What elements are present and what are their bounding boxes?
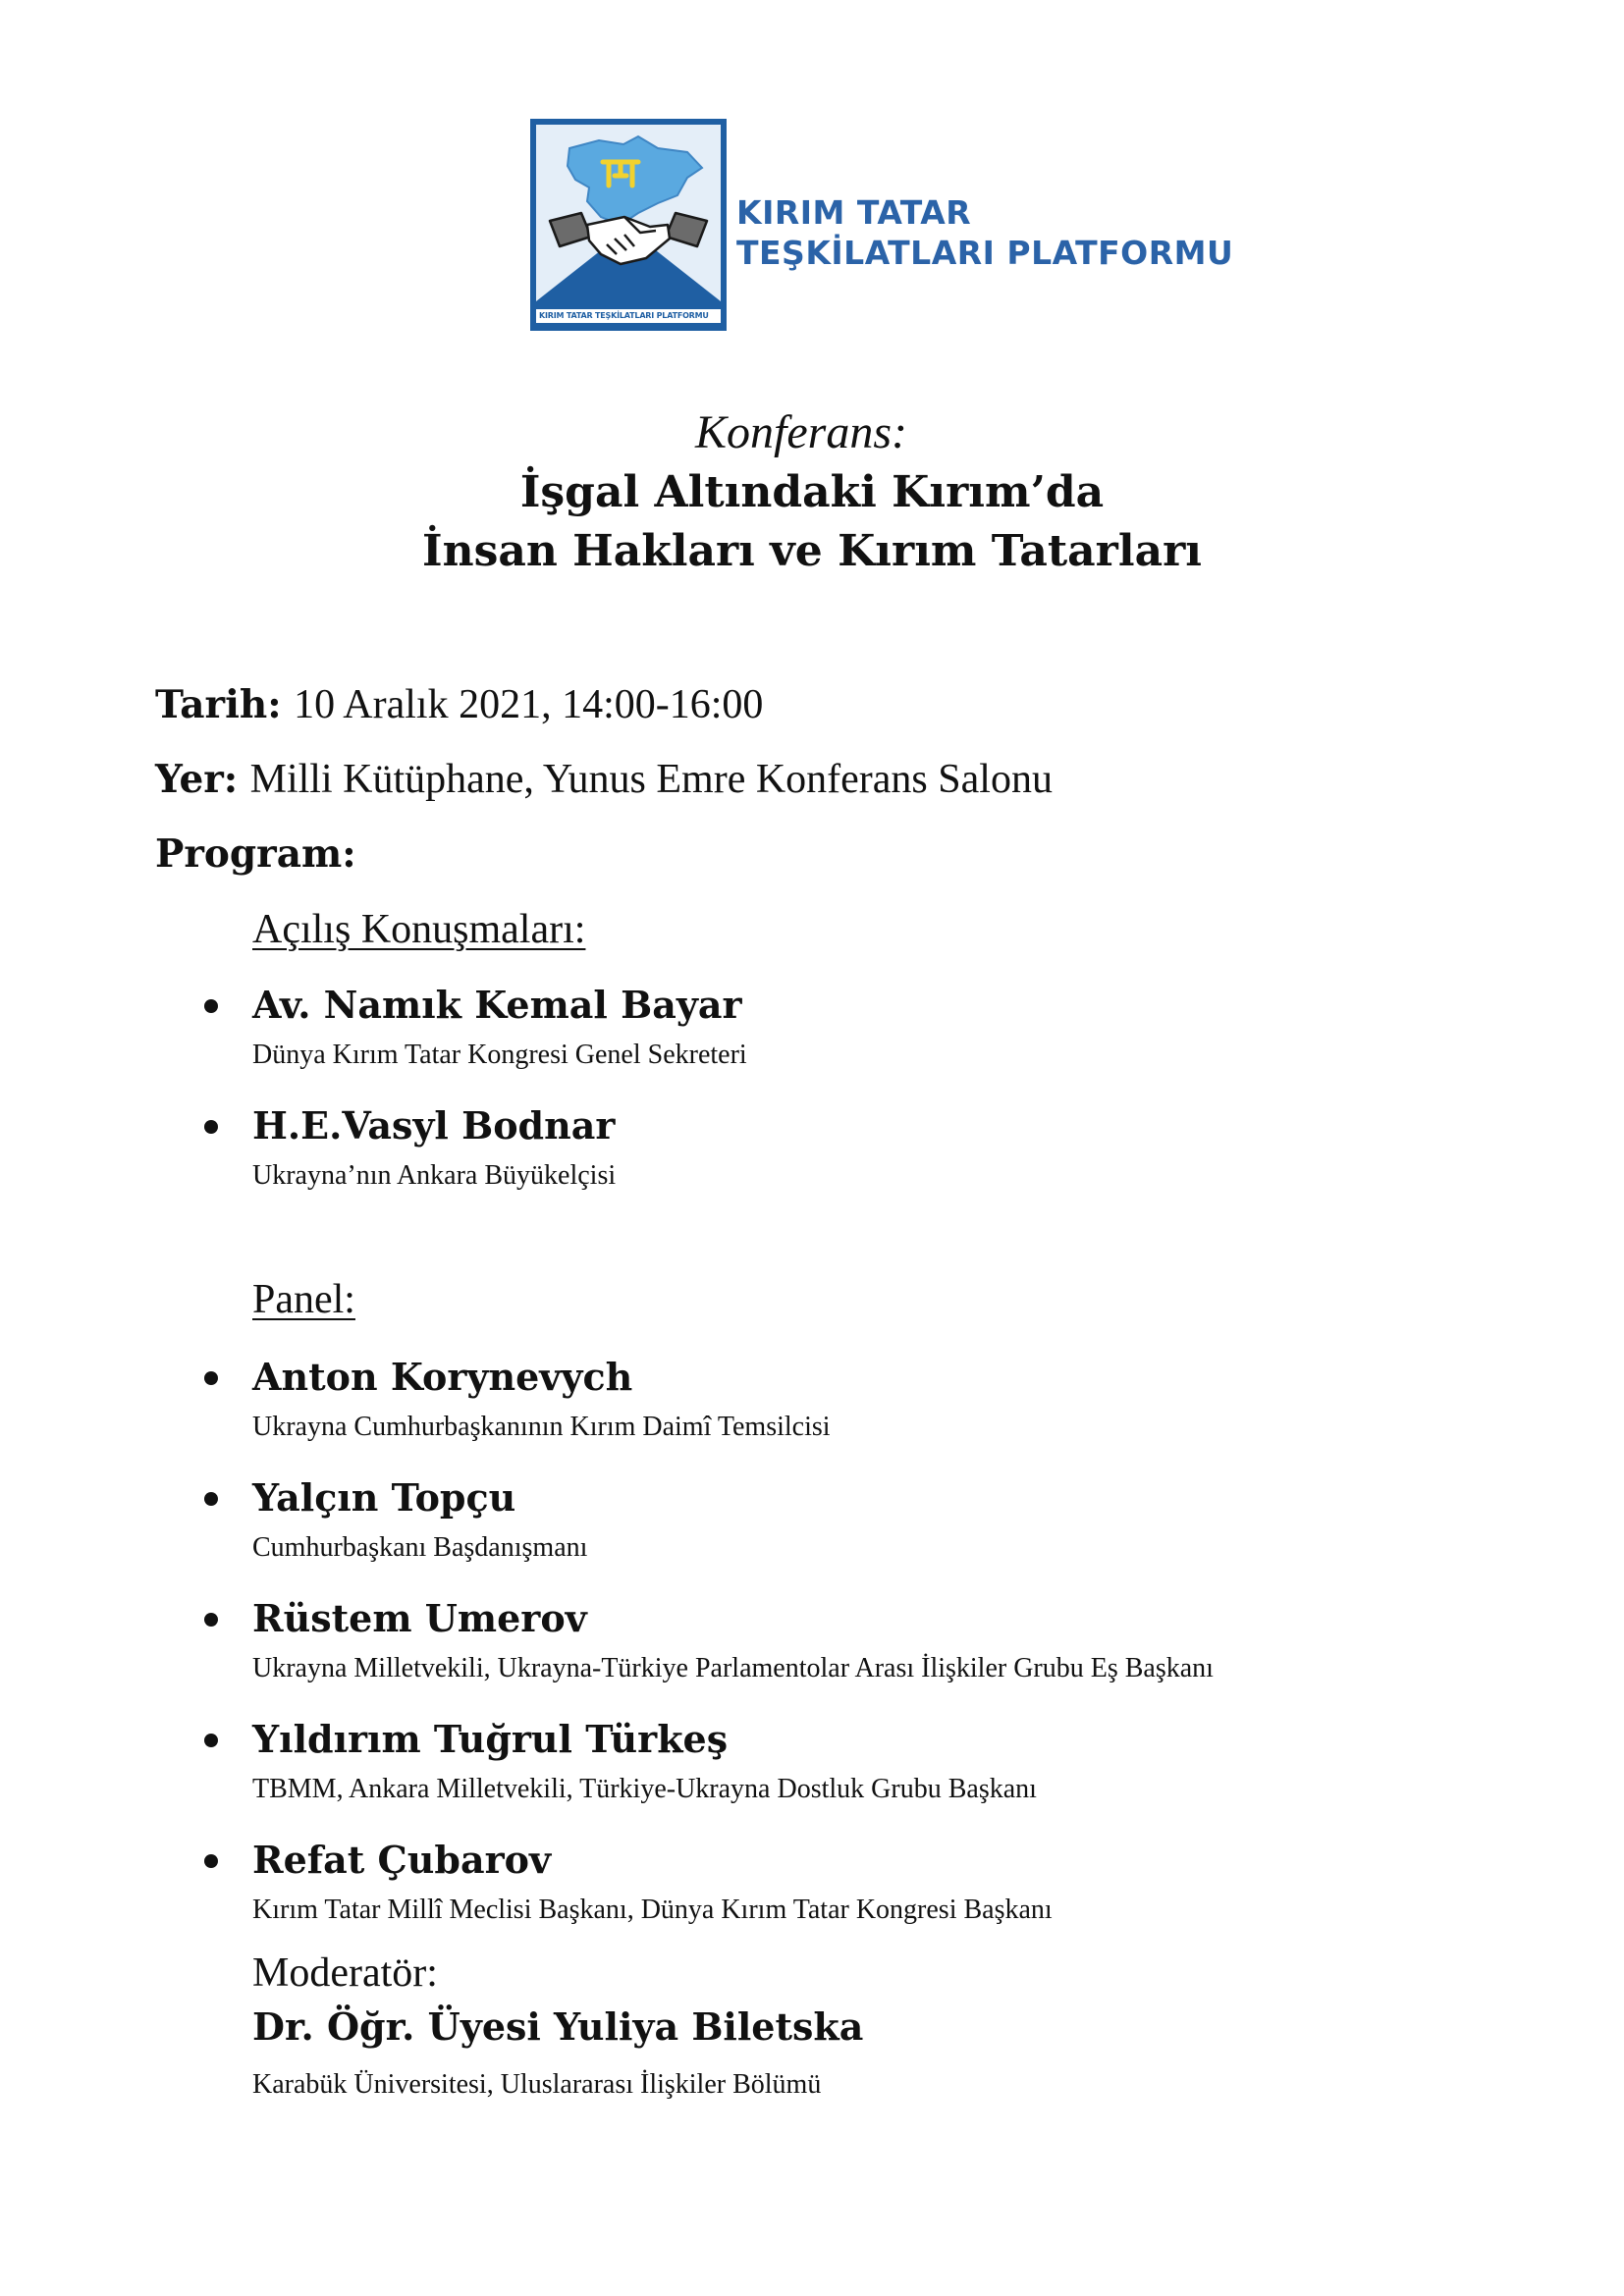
speaker-role: TBMM, Ankara Milletvekili, Türkiye-Ukrayna Dostluk Grubu Başkanı (252, 1774, 1037, 1804)
bullet-icon (204, 1371, 218, 1385)
bullet-icon (204, 1120, 218, 1134)
speaker-name: Av. Namık Kemal Bayar (252, 983, 742, 1027)
speaker-role: Ukrayna’nın Ankara Büyükelçisi (252, 1160, 617, 1191)
crimea-map-handshake-icon (530, 119, 727, 331)
speaker-name: Anton Korynevych (252, 1355, 633, 1399)
place-row (155, 756, 1053, 804)
program-row (155, 830, 356, 879)
speaker-name: Refat Çubarov (252, 1838, 552, 1882)
bullet-icon (204, 1734, 218, 1747)
speaker-role: Ukrayna Milletvekili, Ukrayna-Türkiye Parlamentolar Arası İlişkiler Grubu Eş Başkanı (252, 1653, 1214, 1683)
title-line-1: İşgal Altındaki Kırım’da (519, 467, 1105, 517)
speaker-name: H.E.Vasyl Bodnar (252, 1103, 616, 1148)
date-row (155, 681, 763, 729)
program-label: Program: (155, 831, 356, 877)
date-label: Tarih: (155, 682, 282, 727)
bullet-icon (204, 1492, 218, 1506)
speaker-role: Cumhurbaşkanı Başdanışmanı (252, 1532, 588, 1563)
moderator-role: Karabük Üniversitesi, Uluslararası İlişkiler Bölümü (252, 2069, 822, 2100)
speaker-name: Yıldırım Tuğrul Türkeş (252, 1717, 729, 1761)
panel-heading: Panel: (252, 1277, 355, 1322)
speaker-role: Kırım Tatar Millî Meclisi Başkanı, Dünya Kırım Tatar Kongresi Başkanı (252, 1895, 1053, 1925)
speaker-role: Dünya Kırım Tatar Kongresi Genel Sekreteri (252, 1040, 747, 1070)
speaker-role: Ukrayna Cumhurbaşkanının Kırım Daimî Temsilcisi (252, 1412, 831, 1442)
date-value: 10 Aralık 2021, 14:00-16:00 (294, 682, 764, 727)
logo-wordmark-line1: KIRIM TATAR (736, 193, 972, 232)
opening-heading: Açılış Konuşmaları: (252, 907, 586, 952)
title-kicker: Konferans: (695, 406, 907, 458)
bullet-icon (204, 1854, 218, 1868)
moderator-label: Moderatör: (252, 1950, 438, 1996)
speaker-name: Rüstem Umerov (252, 1596, 587, 1640)
logo-emblem (530, 119, 727, 331)
logo-caption: KIRIM TATAR TEŞKİLATLARI PLATFORMU (536, 309, 721, 323)
logo-wordmark-line2: TEŞKİLATLARI PLATFORMU (736, 234, 1234, 272)
bullet-icon (204, 1613, 218, 1627)
organization-logo (530, 119, 1234, 331)
speaker-name: Yalçın Topçu (252, 1475, 516, 1520)
conference-title (0, 402, 1624, 581)
title-line-2: İnsan Hakları ve Kırım Tatarları (422, 526, 1202, 576)
place-value: Milli Kütüphane, Yunus Emre Konferans Salonu (249, 757, 1053, 802)
bullet-icon (204, 999, 218, 1013)
moderator-name: Dr. Öğr. Üyesi Yuliya Biletska (252, 2004, 864, 2049)
place-label: Yer: (155, 757, 239, 802)
logo-wordmark (736, 192, 1233, 273)
